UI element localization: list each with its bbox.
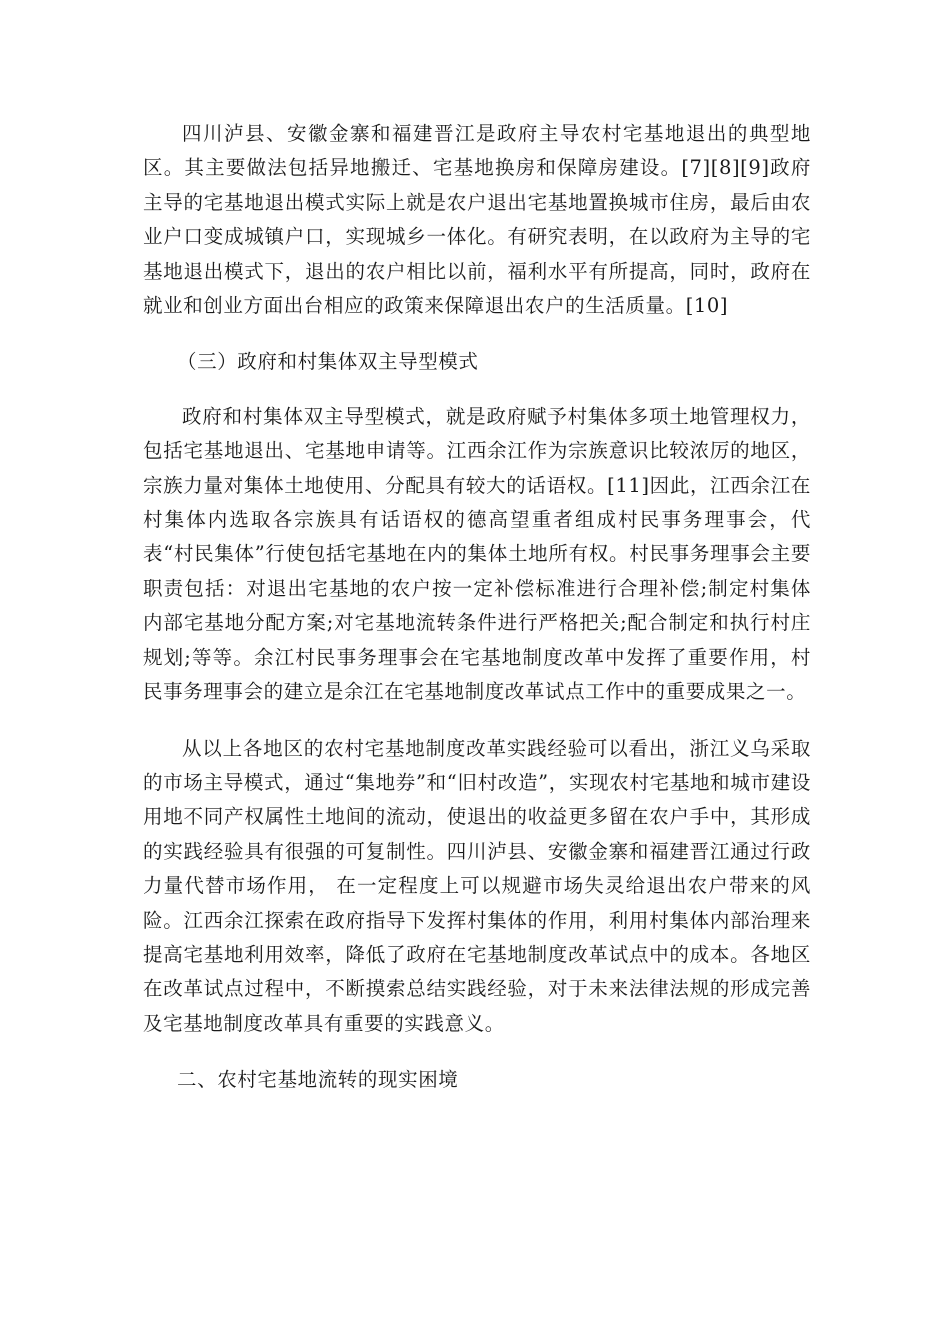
document-body <box>143 117 811 1118</box>
section-heading-practical-difficulties: 二、农村宅基地流转的现实困境 <box>177 1068 459 1092</box>
section-heading-dual-led-model: （三）政府和村集体双主导型模式 <box>177 350 479 374</box>
paragraph-summary: 从以上各地区的农村宅基地制度改革实践经验可以看出，浙江义乌采取的市场主导模式，通过“集地券”和“旧村改造”，实现农村宅基地和城市建设用地不同产权属性土地间的流动，使退出的收益更多留在农户手中，其形成的实践经验具有很强的可复制性。四川泸县、安徽金寨和福建晋江通过行政力量代替市场作用， 在一定程度上可以规避市场失灵给退出农户带来的风险。江西余江探索在政府指导下发挥村集体的作用，利用村集体内部治理来提高宅基地利用效率，降低了政府在宅基地制度改革试点中的成本。各地区在改革试点过程中，不断摸索总结实践经验，对于未来法律法规的形成完善及宅基地制度改革具有重要的实践意义。 <box>143 736 811 1035</box>
paragraph-dual-led-model: 政府和村集体双主导型模式，就是政府赋予村集体多项土地管理权力，包括宅基地退出、宅基地申请等。江西余江作为宗族意识比较浓厉的地区，宗族力量对集体土地使用、分配具有较大的话语权。[11]因此，江西余江在村集体内选取各宗族具有话语权的德高望重者组成村民事务理事会，代表“村民集体”行使包括宅基地在内的集体土地所有权。村民事务理事会主要职责包括：对退出宅基地的农户按一定补偿标准进行合理补偿;制定村集体内部宅基地分配方案;对宅基地流转条件进行严格把关;配合制定和执行村庄规划;等等。余江村民事务理事会在宅基地制度改革中发挥了重要作用，村民事务理事会的建立是余江在宅基地制度改革试点工作中的重要成果之一。 <box>143 404 811 704</box>
paragraph-government-led: 四川泸县、安徽金寨和福建晋江是政府主导农村宅基地退出的典型地区。其主要做法包括异地搬迁、宅基地换房和保障房建设。[7][8][9]政府主导的宅基地退出模式实际上就是农户退出宅基地置换城市住房，最后由农业户口变成城镇户口，实现城乡一体化。有研究表明，在以政府为主导的宅基地退出模式下，退出的农户相比以前，福利水平有所提高，同时，政府在就业和创业方面出台相应的政策来保障退出农户的生活质量。[10] <box>143 122 811 318</box>
